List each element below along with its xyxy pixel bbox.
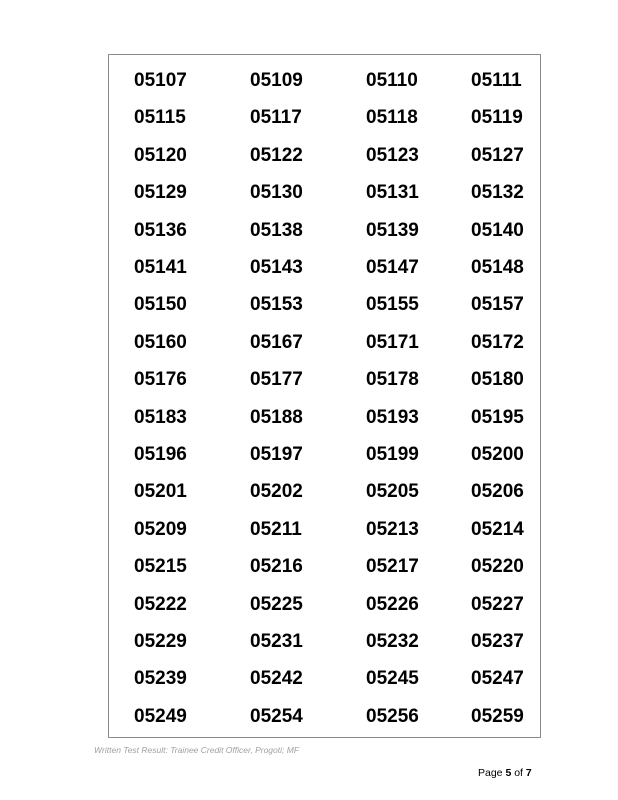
roll-number: 05111 <box>471 70 522 91</box>
roll-number: 05209 <box>134 518 187 540</box>
roll-number: 05110 <box>366 70 418 91</box>
roll-number: 05143 <box>250 257 303 278</box>
roll-number: 05211 <box>250 518 302 540</box>
roll-number: 05215 <box>134 556 187 578</box>
roll-number: 05140 <box>471 219 524 241</box>
table-row <box>109 556 540 593</box>
roll-number: 05171 <box>366 331 419 353</box>
roll-number: 05132 <box>471 182 524 204</box>
roll-number: 05188 <box>250 406 303 428</box>
roll-number: 05160 <box>134 331 187 353</box>
roll-number: 05245 <box>366 668 419 690</box>
roll-number: 05205 <box>366 481 419 503</box>
page-of: of <box>514 767 523 779</box>
table-row <box>109 594 540 631</box>
footer-note: Written Test Result: Trainee Credit Officer, Progoti; MF <box>94 745 300 755</box>
roll-number: 05136 <box>134 219 187 241</box>
roll-number: 05109 <box>250 70 303 91</box>
roll-number: 05131 <box>366 182 419 204</box>
roll-number: 05167 <box>250 331 303 353</box>
table-row <box>109 220 540 257</box>
roll-number: 05176 <box>134 369 187 391</box>
table-row <box>109 481 540 518</box>
roll-number: 05123 <box>366 144 419 166</box>
roll-number: 05172 <box>471 331 524 353</box>
roll-number: 05118 <box>366 107 418 129</box>
roll-number: 05177 <box>250 369 303 391</box>
table-row <box>109 145 540 182</box>
roll-number: 05141 <box>134 257 187 278</box>
roll-number: 05254 <box>250 705 303 727</box>
roll-number: 05107 <box>134 70 187 91</box>
roll-number: 05139 <box>366 219 419 241</box>
roll-number: 05119 <box>471 107 523 129</box>
table-row <box>109 519 540 556</box>
roll-number: 05122 <box>250 144 303 166</box>
table-row <box>109 70 540 107</box>
roll-number: 05227 <box>471 593 524 615</box>
roll-number: 05155 <box>366 294 419 316</box>
roll-number: 05153 <box>250 294 303 316</box>
roll-number: 05183 <box>134 406 187 428</box>
table-row <box>109 257 540 294</box>
roll-number: 05242 <box>250 668 303 690</box>
roll-number: 05249 <box>134 705 187 727</box>
roll-number: 05138 <box>250 219 303 241</box>
roll-number: 05148 <box>471 257 524 278</box>
table-row <box>109 631 540 668</box>
roll-number: 05213 <box>366 518 419 540</box>
roll-number: 05196 <box>134 444 187 465</box>
table-row <box>109 706 540 743</box>
roll-number: 05256 <box>366 705 419 727</box>
roll-number: 05225 <box>250 593 303 615</box>
table-row <box>109 668 540 705</box>
roll-number: 05200 <box>471 444 524 465</box>
table-row <box>109 182 540 219</box>
roll-number: 05147 <box>366 257 419 278</box>
roll-number: 05127 <box>471 144 524 166</box>
roll-number: 05206 <box>471 481 524 503</box>
roll-number: 05229 <box>134 631 187 652</box>
roll-number: 05193 <box>366 406 419 428</box>
roll-number: 05239 <box>134 668 187 690</box>
roll-number: 05199 <box>366 444 419 465</box>
table-row <box>109 444 540 481</box>
page-number <box>478 767 532 779</box>
roll-number: 05231 <box>250 631 303 652</box>
roll-number: 05217 <box>366 556 419 578</box>
roll-number: 05130 <box>250 182 303 204</box>
table-row <box>109 294 540 331</box>
page-current: 5 <box>505 767 512 779</box>
roll-number: 05222 <box>134 593 187 615</box>
roll-number: 05150 <box>134 294 187 316</box>
roll-number: 05129 <box>134 182 187 204</box>
page-prefix: Page <box>478 767 503 779</box>
roll-number: 05220 <box>471 556 524 578</box>
roll-number: 05232 <box>366 631 419 652</box>
roll-number: 05120 <box>134 144 187 166</box>
roll-number: 05197 <box>250 444 303 465</box>
table-row <box>109 407 540 444</box>
roll-number: 05178 <box>366 369 419 391</box>
roll-number: 05247 <box>471 668 524 690</box>
roll-number: 05117 <box>250 107 302 129</box>
page-total: 7 <box>525 767 532 779</box>
table-row <box>109 369 540 406</box>
roll-number: 05201 <box>134 481 187 503</box>
roll-number: 05237 <box>471 631 524 652</box>
roll-number: 05259 <box>471 705 524 727</box>
roll-number-table <box>108 54 541 738</box>
roll-number: 05226 <box>366 593 419 615</box>
table-row <box>109 332 540 369</box>
roll-number: 05214 <box>471 518 524 540</box>
roll-number: 05216 <box>250 556 303 578</box>
roll-number: 05115 <box>134 107 186 129</box>
roll-number: 05202 <box>250 481 303 503</box>
roll-number: 05195 <box>471 406 524 428</box>
table-row <box>109 107 540 144</box>
roll-number: 05180 <box>471 369 524 391</box>
roll-number: 05157 <box>471 294 524 316</box>
